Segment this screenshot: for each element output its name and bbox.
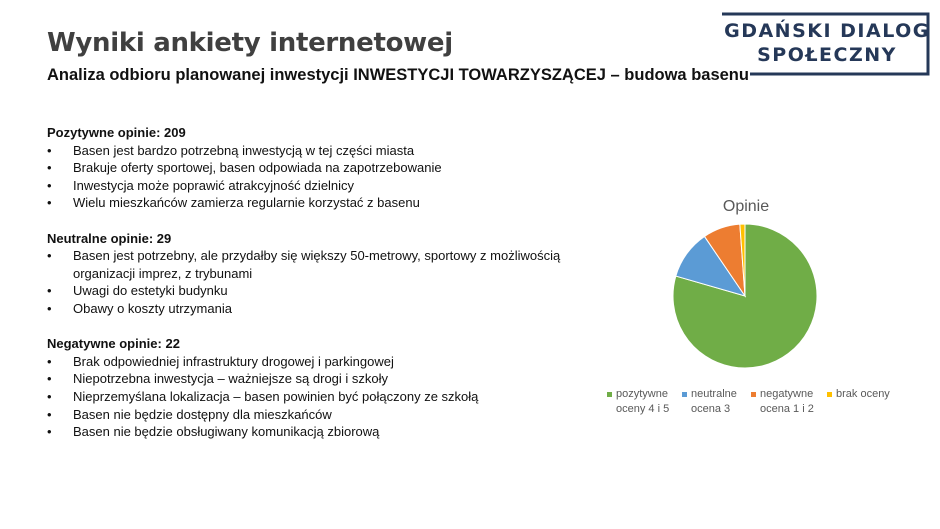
legend-label: pozytywne oceny 4 i 5	[616, 388, 670, 415]
list-item: • Brakuje oferty sportowej, basen odpowiada na zapotrzebowanie	[47, 159, 607, 177]
opinions-list	[47, 124, 607, 441]
legend-swatch	[827, 392, 832, 397]
gdanski-dialog-logo	[722, 12, 930, 74]
legend-swatch	[751, 392, 756, 397]
section-positive	[47, 124, 607, 212]
section-heading: Neutralne opinie: 29	[47, 230, 172, 246]
page-title: Wyniki ankiety internetowej	[47, 28, 453, 58]
list-item: • Basen jest bardzo potrzebną inwestycją w tej części miasta	[47, 142, 607, 160]
legend-swatch	[607, 392, 612, 397]
legend-label: negatywne ocena 1 i 2	[760, 388, 814, 415]
list-item: • Niepotrzebna inwestycja – ważniejsze są drogi i szkoły	[47, 370, 607, 388]
section-heading: Pozytywne opinie: 209	[47, 125, 186, 140]
list-item: • Obawy o koszty utrzymania	[47, 300, 607, 318]
legend-item-negative	[751, 387, 814, 417]
legend-swatch	[682, 392, 687, 397]
list-item: • Basen nie będzie obsługiwany komunikacją zbiorową	[47, 423, 607, 441]
logo-text-line2: SPOŁECZNY	[757, 44, 897, 66]
section-negative	[47, 335, 607, 441]
logo-text-line1: GDAŃSKI DIALOG	[724, 20, 930, 42]
legend-item-none	[827, 387, 890, 402]
list-item: • Basen jest potrzebny, ale przydałby się większy 50-metrowy, sportowy z możliwością organizacji imprez, z trybunami	[47, 247, 607, 282]
list-item: • Brak odpowiedniej infrastruktury drogowej i parkingowej	[47, 353, 607, 371]
legend-label: neutralne ocena 3	[691, 388, 737, 415]
legend-item-positive	[607, 387, 669, 417]
list-item: • Nieprzemyślana lokalizacja – basen powinien być połączony ze szkołą	[47, 388, 607, 406]
chart-title: Opinie	[722, 198, 770, 215]
section-neutral	[47, 230, 607, 318]
legend-label: brak oceny	[836, 388, 890, 400]
section-heading: Negatywne opinie: 22	[47, 336, 180, 352]
list-item: • Basen nie będzie dostępny dla mieszkańców	[47, 406, 607, 424]
list-item: • Wielu mieszkańców zamierza regularnie korzystać z basenu	[47, 194, 607, 212]
list-item: • Uwagi do estetyki budynku	[47, 282, 607, 300]
list-item: • Inwestycja może poprawić atrakcyjność dzielnicy	[47, 177, 607, 195]
pie-chart	[660, 222, 830, 372]
legend-item-neutral	[682, 387, 737, 417]
page-subtitle: Analiza odbioru planowanej inwestycji INWESTYCJI TOWARZYSZĄCEJ – budowa basenu	[47, 66, 749, 84]
